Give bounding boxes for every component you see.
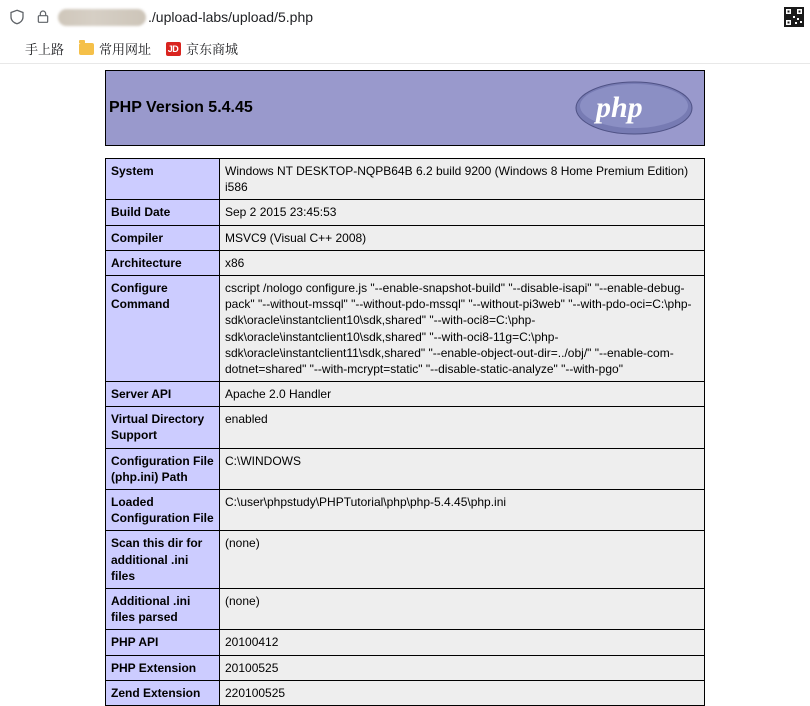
- php-logo-icon: [574, 77, 694, 139]
- browser-toolbar: [0, 0, 810, 34]
- bookmark-icon: [4, 41, 20, 57]
- table-row: [106, 588, 705, 629]
- row-value: C:\user\phpstudy\PHPTutorial\php\php-5.4.45\php.ini: [220, 490, 705, 531]
- shield-icon[interactable]: [6, 6, 28, 28]
- row-name: System: [106, 159, 220, 200]
- row-name: PHP Extension: [106, 655, 220, 680]
- row-value: x86: [220, 250, 705, 275]
- row-name: Server API: [106, 382, 220, 407]
- table-row: [106, 407, 705, 448]
- table-row: [106, 630, 705, 655]
- row-value: Windows NT DESKTOP-NQPB64B 6.2 build 9200 (Windows 8 Home Premium Edition) i586: [220, 159, 705, 200]
- address-domain-redacted: [58, 9, 146, 26]
- row-name: Configuration File (php.ini) Path: [106, 448, 220, 489]
- table-row: [106, 655, 705, 680]
- phpinfo-header: [105, 70, 705, 146]
- bookmark-label: 手上路: [25, 42, 65, 57]
- table-row: [106, 159, 705, 200]
- row-value: Sep 2 2015 23:45:53: [220, 200, 705, 225]
- row-name: Build Date: [106, 200, 220, 225]
- row-value: MSVC9 (Visual C++ 2008): [220, 225, 705, 250]
- row-value: (none): [220, 588, 705, 629]
- lock-icon[interactable]: [32, 6, 54, 28]
- row-name: Loaded Configuration File: [106, 490, 220, 531]
- row-name: Zend Extension: [106, 680, 220, 705]
- bookmarks-bar: [0, 34, 810, 64]
- table-row: [106, 225, 705, 250]
- row-value: Apache 2.0 Handler: [220, 382, 705, 407]
- row-name: Additional .ini files parsed: [106, 588, 220, 629]
- table-row: [106, 531, 705, 589]
- row-value: enabled: [220, 407, 705, 448]
- bookmark-item-1[interactable]: [78, 39, 151, 58]
- row-name: Virtual Directory Support: [106, 407, 220, 448]
- row-value: cscript /nologo configure.js "--enable-snapshot-build" "--disable-isapi" "--enable-debug-pack" "--without-mssql" "--without-pdo-mssql" "--without-pi3web" "--with-pdo-oci=C:\php-sdk\oracle\instantclient10\sdk,shared" "--with-oci8=C:\php-sdk\oracle\instantclient10\sdk,shared" "--with-oci8-11g=C:\php-sdk\oracle\instantclient11\sdk,shared" "--enable-object-out-dir=../obj/" "--enable-com-dotnet=shared" "--with-mcrypt=static" "--disable-static-analyze" "--with-pgo": [220, 275, 705, 381]
- table-row: [106, 382, 705, 407]
- svg-text:php: php: [596, 91, 643, 124]
- phpinfo-table: [105, 158, 705, 706]
- row-name: Scan this dir for additional .ini files: [106, 531, 220, 589]
- row-value: (none): [220, 531, 705, 589]
- row-value: 20100525: [220, 655, 705, 680]
- row-value: C:\WINDOWS: [220, 448, 705, 489]
- address-bar[interactable]: ./upload-labs/upload/5.php: [148, 9, 314, 25]
- table-row: [106, 200, 705, 225]
- table-row: [106, 680, 705, 705]
- folder-icon: [78, 41, 94, 57]
- bookmark-label: 常用网址: [99, 42, 152, 57]
- qr-code-icon[interactable]: [784, 7, 804, 27]
- jd-badge: JD: [166, 42, 181, 56]
- row-name: PHP API: [106, 630, 220, 655]
- bookmark-label: 京东商城: [186, 42, 239, 57]
- table-row: [106, 448, 705, 489]
- bookmark-item-0[interactable]: [4, 39, 64, 58]
- table-row: [106, 490, 705, 531]
- phpinfo-container: [105, 65, 705, 706]
- jd-icon: [165, 41, 181, 57]
- row-name: Configure Command: [106, 275, 220, 381]
- row-name: Architecture: [106, 250, 220, 275]
- page-content: [0, 65, 810, 700]
- page-title: PHP Version 5.4.45: [109, 99, 253, 116]
- bookmark-item-2[interactable]: [165, 39, 238, 58]
- table-row: [106, 275, 705, 381]
- table-row: [106, 250, 705, 275]
- row-value: 20100412: [220, 630, 705, 655]
- row-value: 220100525: [220, 680, 705, 705]
- row-name: Compiler: [106, 225, 220, 250]
- phpinfo-table-body: [106, 159, 705, 706]
